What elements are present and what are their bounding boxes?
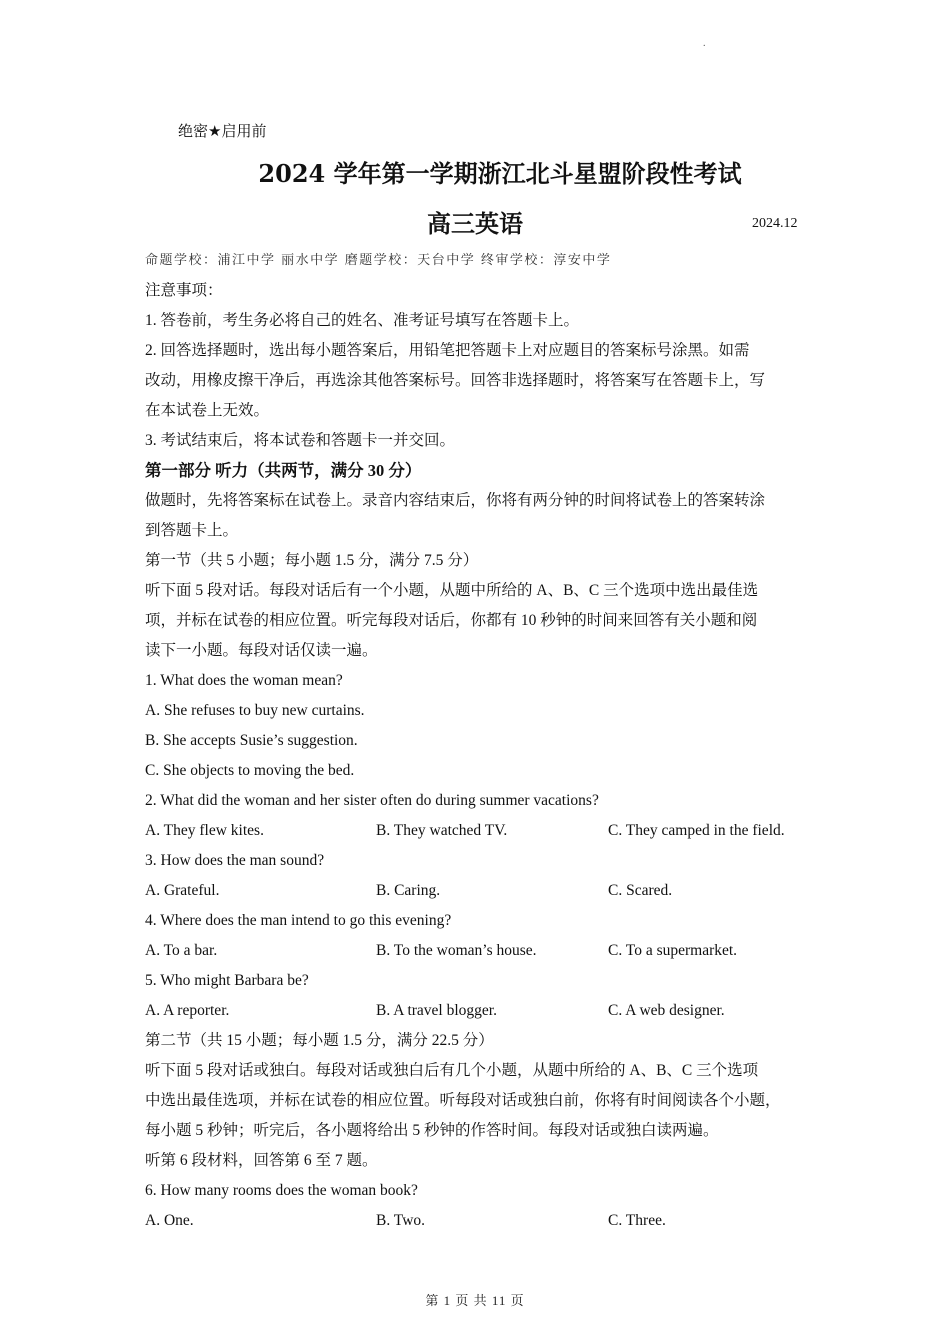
question-2-option-c: C. They camped in the field. bbox=[608, 822, 785, 839]
question-4-option-a: A. To a bar. bbox=[145, 942, 218, 959]
question-1-option-b: B. She accepts Susie’s suggestion. bbox=[145, 732, 358, 749]
question-2-options bbox=[145, 816, 810, 846]
section1-instruction: 读下一小题。每段对话仅读一遍。 bbox=[145, 642, 378, 659]
notice-item: 1. 答卷前，考生务必将自己的姓名、准考证号填写在答题卡上。 bbox=[145, 312, 580, 329]
question-2-option-b: B. They watched TV. bbox=[376, 822, 508, 839]
section2-instruction: 中选出最佳选项，并标在试卷的相应位置。听每段对话或独白前，你将有时间阅读各个小题， bbox=[145, 1092, 781, 1109]
section1-heading: 第一节（共 5 小题；每小题 1.5 分，满分 7.5 分） bbox=[145, 552, 479, 569]
section2-instruction: 每小题 5 秒钟；听完后，各小题将给出 5 秒钟的作答时间。每段对话或独白读两遍。 bbox=[145, 1122, 719, 1139]
exam-title: 2024 学年第一学期浙江北斗星盟阶段性考试 bbox=[258, 159, 742, 188]
part1-heading: 第一部分 听力（共两节，满分 30 分） bbox=[145, 461, 422, 480]
question-6-option-b: B. Two. bbox=[376, 1212, 426, 1229]
section2-heading: 第二节（共 15 小题；每小题 1.5 分，满分 22.5 分） bbox=[145, 1032, 494, 1049]
question-5-option-b: B. A travel blogger. bbox=[376, 1002, 497, 1019]
notice-item: 3. 考试结束后，将本试卷和答题卡一并交回。 bbox=[145, 432, 456, 449]
question-4-stem: 4. Where does the man intend to go this evening? bbox=[145, 912, 452, 929]
question-5-options bbox=[145, 996, 810, 1026]
section2-instruction: 听下面 5 段对话或独白。每段对话或独白后有几个小题，从题中所给的 A、B、C 三个选项 bbox=[145, 1062, 759, 1079]
notice-item: 2. 回答选择题时，选出每小题答案后，用铅笔把答题卡上对应题目的答案标号涂黑。如需 bbox=[145, 342, 750, 359]
notice-heading: 注意事项： bbox=[145, 282, 223, 299]
question-6-stem: 6. How many rooms does the woman book? bbox=[145, 1182, 418, 1199]
question-6-option-c: C. Three. bbox=[608, 1212, 666, 1229]
question-3-option-a: A. Grateful. bbox=[145, 882, 220, 899]
exam-subject: 高三英语 bbox=[427, 210, 523, 238]
question-1-option-c: C. She objects to moving the bed. bbox=[145, 762, 355, 779]
question-2-option-a: A. They flew kites. bbox=[145, 822, 264, 839]
question-5-stem: 5. Who might Barbara be? bbox=[145, 972, 309, 989]
question-6-options bbox=[145, 1206, 810, 1236]
question-1-stem: 1. What does the woman mean? bbox=[145, 672, 343, 689]
question-3-option-b: B. Caring. bbox=[376, 882, 441, 899]
question-3-options bbox=[145, 876, 810, 906]
material-6-label: 听第 6 段材料，回答第 6 至 7 题。 bbox=[145, 1152, 378, 1169]
confidential-label: 绝密★启用前 bbox=[178, 122, 267, 140]
exam-body bbox=[145, 246, 810, 1236]
notice-item: 改动，用橡皮擦干净后，再选涂其他答案标号。回答非选择题时，将答案写在答题卡上，写 bbox=[145, 372, 766, 389]
question-4-option-b: B. To the woman’s house. bbox=[376, 942, 537, 959]
corner-dot: . bbox=[703, 38, 706, 49]
question-4-option-c: C. To a supermarket. bbox=[608, 942, 738, 959]
question-3-stem: 3. How does the man sound? bbox=[145, 852, 325, 869]
question-3-option-c: C. Scared. bbox=[608, 882, 673, 899]
part1-instruction: 做题时，先将答案标在试卷上。录音内容结束后，你将有两分钟的时间将试卷上的答案转涂 bbox=[145, 492, 766, 509]
section1-instruction: 听下面 5 段对话。每段对话后有一个小题，从题中所给的 A、B、C 三个选项中选出最佳选 bbox=[145, 582, 759, 599]
notice-item: 在本试卷上无效。 bbox=[145, 402, 270, 419]
question-2-stem: 2. What did the woman and her sister often do during summer vacations? bbox=[145, 792, 599, 809]
question-1-option-a: A. She refuses to buy new curtains. bbox=[145, 702, 365, 719]
question-4-options bbox=[145, 936, 810, 966]
question-5-option-a: A. A reporter. bbox=[145, 1002, 230, 1019]
question-5-option-c: C. A web designer. bbox=[608, 1002, 725, 1019]
section1-instruction: 项，并标在试卷的相应位置。听完每段对话后，你都有 10 秒钟的时间来回答有关小题和阅 bbox=[145, 612, 758, 629]
exam-date: 2024.12 bbox=[752, 216, 798, 231]
question-6-option-a: A. One. bbox=[145, 1212, 194, 1229]
part1-instruction: 到答题卡上。 bbox=[145, 522, 239, 539]
setter-schools: 命题学校：浦江中学 丽水中学 磨题学校：天台中学 终审学校：淳安中学 bbox=[145, 253, 612, 268]
page-number: 第 1 页 共 11 页 bbox=[425, 1293, 525, 1308]
